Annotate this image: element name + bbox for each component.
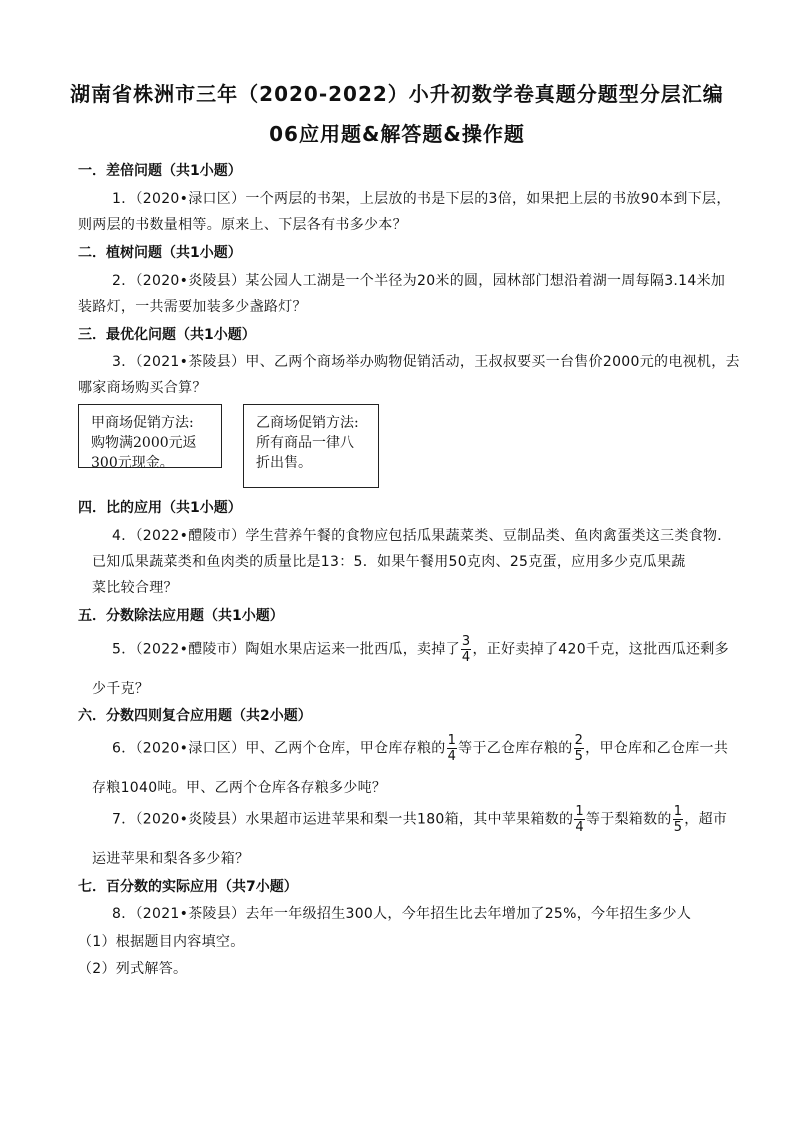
question-7-text-a: 7．（2020•炎陵县）水果超市运进苹果和梨一共180箱，其中苹果箱数的 (112, 811, 574, 828)
promo-b-line-1: 乙商场促销方法: (256, 415, 359, 431)
promo-box-b-text (256, 413, 359, 473)
question-5-line-2: 少千克？ (92, 681, 150, 697)
question-1-text-2: 则两层的书数量相等。原来上、下层各有书多少本？ (78, 217, 407, 233)
question-2-line-2: 装路灯，一共需要加装多少盏路灯？ (78, 299, 307, 315)
question-7-line-1 (112, 804, 727, 835)
fraction-three-quarters (461, 634, 472, 665)
promo-a-line-2: 购物满2000元返 (91, 435, 197, 451)
fraction-numerator: 1 (447, 733, 457, 748)
question-6-text-a: 6．（2020•渌口区）甲、乙两个仓库，甲仓库存粮的 (112, 740, 446, 757)
document-subtitle: 06应用题&解答题&操作题 (269, 122, 525, 146)
promo-b-line-2: 所有商品一律八 (256, 435, 354, 451)
fraction-numerator: 3 (461, 634, 471, 649)
question-3-line-2: 哪家商场购买合算？ (78, 380, 207, 396)
section-heading-2: 二．植树问题（共1小题） (78, 245, 242, 261)
promo-a-line-3: 300元现金。 (91, 455, 174, 471)
section-heading-4: 四．比的应用（共1小题） (78, 500, 242, 516)
promo-box-a-text (91, 413, 197, 473)
fraction-two-fifths (574, 733, 585, 764)
question-6-line-1 (112, 733, 728, 764)
fraction-numerator: 1 (575, 804, 584, 819)
question-5-text-a: 5．（2022•醴陵市）陶姐水果店运来一批西瓜，卖掉了 (112, 641, 460, 658)
promo-box-a (78, 404, 222, 471)
question-4-line-2: 已知瓜果蔬菜类和鱼肉类的质量比是13：5．如果午餐用50克肉、25克蛋，应用多少克瓜果蔬 (92, 554, 686, 570)
fraction-numerator: 2 (574, 733, 584, 748)
question-4-line-1: 4．（2022•醴陵市）学生营养午餐的食物应包括瓜果蔬菜类、豆制品类、鱼肉禽蛋类这三类食物． (112, 528, 732, 544)
question-2-line-1: 2．（2020•炎陵县）某公园人工湖是一个半径为20米的圆，园林部门想沿着湖一周每隔3.14米加 (112, 273, 726, 289)
fraction-one-fifth (673, 804, 684, 835)
promo-box-b (243, 404, 379, 488)
question-5-line-1 (112, 634, 729, 665)
question-1-line-1: 1．（2020•渌口区）一个两层的书架，上层放的书是下层的3倍，如果把上层的书放90本到下层， (112, 191, 731, 207)
question-8-part-1: （1）根据题目内容填空。 (78, 934, 245, 950)
promo-a-line-1: 甲商场促销方法: (91, 415, 194, 431)
question-1-line-2 (78, 214, 407, 234)
question-6-line-2: 存粮1040吨。甲、乙两个仓库各存粮多少吨？ (92, 780, 387, 796)
fraction-numerator: 1 (673, 804, 683, 819)
fraction-one-quarter (574, 804, 585, 835)
question-3-line-1: 3．（2021•茶陵县）甲、乙两个商场举办购物促销活动，王叔叔要买一台售价2000元的电视机，去 (112, 354, 740, 370)
fraction-denominator: 5 (673, 820, 683, 835)
document-title: 湖南省株洲市三年（2020-2022）小升初数学卷真题分题型分层汇编 (70, 82, 724, 106)
question-4-line-3: 菜比较合理？ (92, 580, 178, 596)
promo-b-line-3: 折出售。 (256, 455, 312, 471)
section-heading-5: 五．分数除法应用题（共1小题） (78, 608, 284, 624)
question-6-text-b: 等于乙仓库存粮的 (458, 740, 573, 757)
question-5-text-b: ，正好卖掉了420千克，这批西瓜还剩多 (472, 641, 729, 658)
fraction-denominator: 5 (574, 749, 584, 764)
fraction-denominator: 4 (575, 820, 584, 835)
question-8-part-2: （2）列式解答。 (78, 961, 188, 977)
question-7-text-c: ，超市 (684, 811, 728, 828)
question-7-line-2: 运进苹果和梨各多少箱？ (92, 851, 250, 867)
question-8-line-1: 8．（2021•茶陵县）去年一年级招生300人，今年招生比去年增加了25%，今年招生多少人 (112, 906, 692, 922)
fraction-one-quarter (447, 733, 458, 764)
section-heading-1: 一．差倍问题（共1小题） (78, 163, 242, 179)
fraction-denominator: 4 (461, 650, 471, 665)
fraction-denominator: 4 (447, 749, 457, 764)
question-6-text-c: ，甲仓库和乙仓库一共 (585, 740, 729, 757)
section-heading-3: 三．最优化问题（共1小题） (78, 327, 256, 343)
question-7-text-b: 等于梨箱数的 (585, 811, 672, 828)
section-heading-6: 六．分数四则复合应用题（共2小题） (78, 708, 312, 724)
section-heading-7: 七．百分数的实际应用（共7小题） (78, 879, 298, 895)
